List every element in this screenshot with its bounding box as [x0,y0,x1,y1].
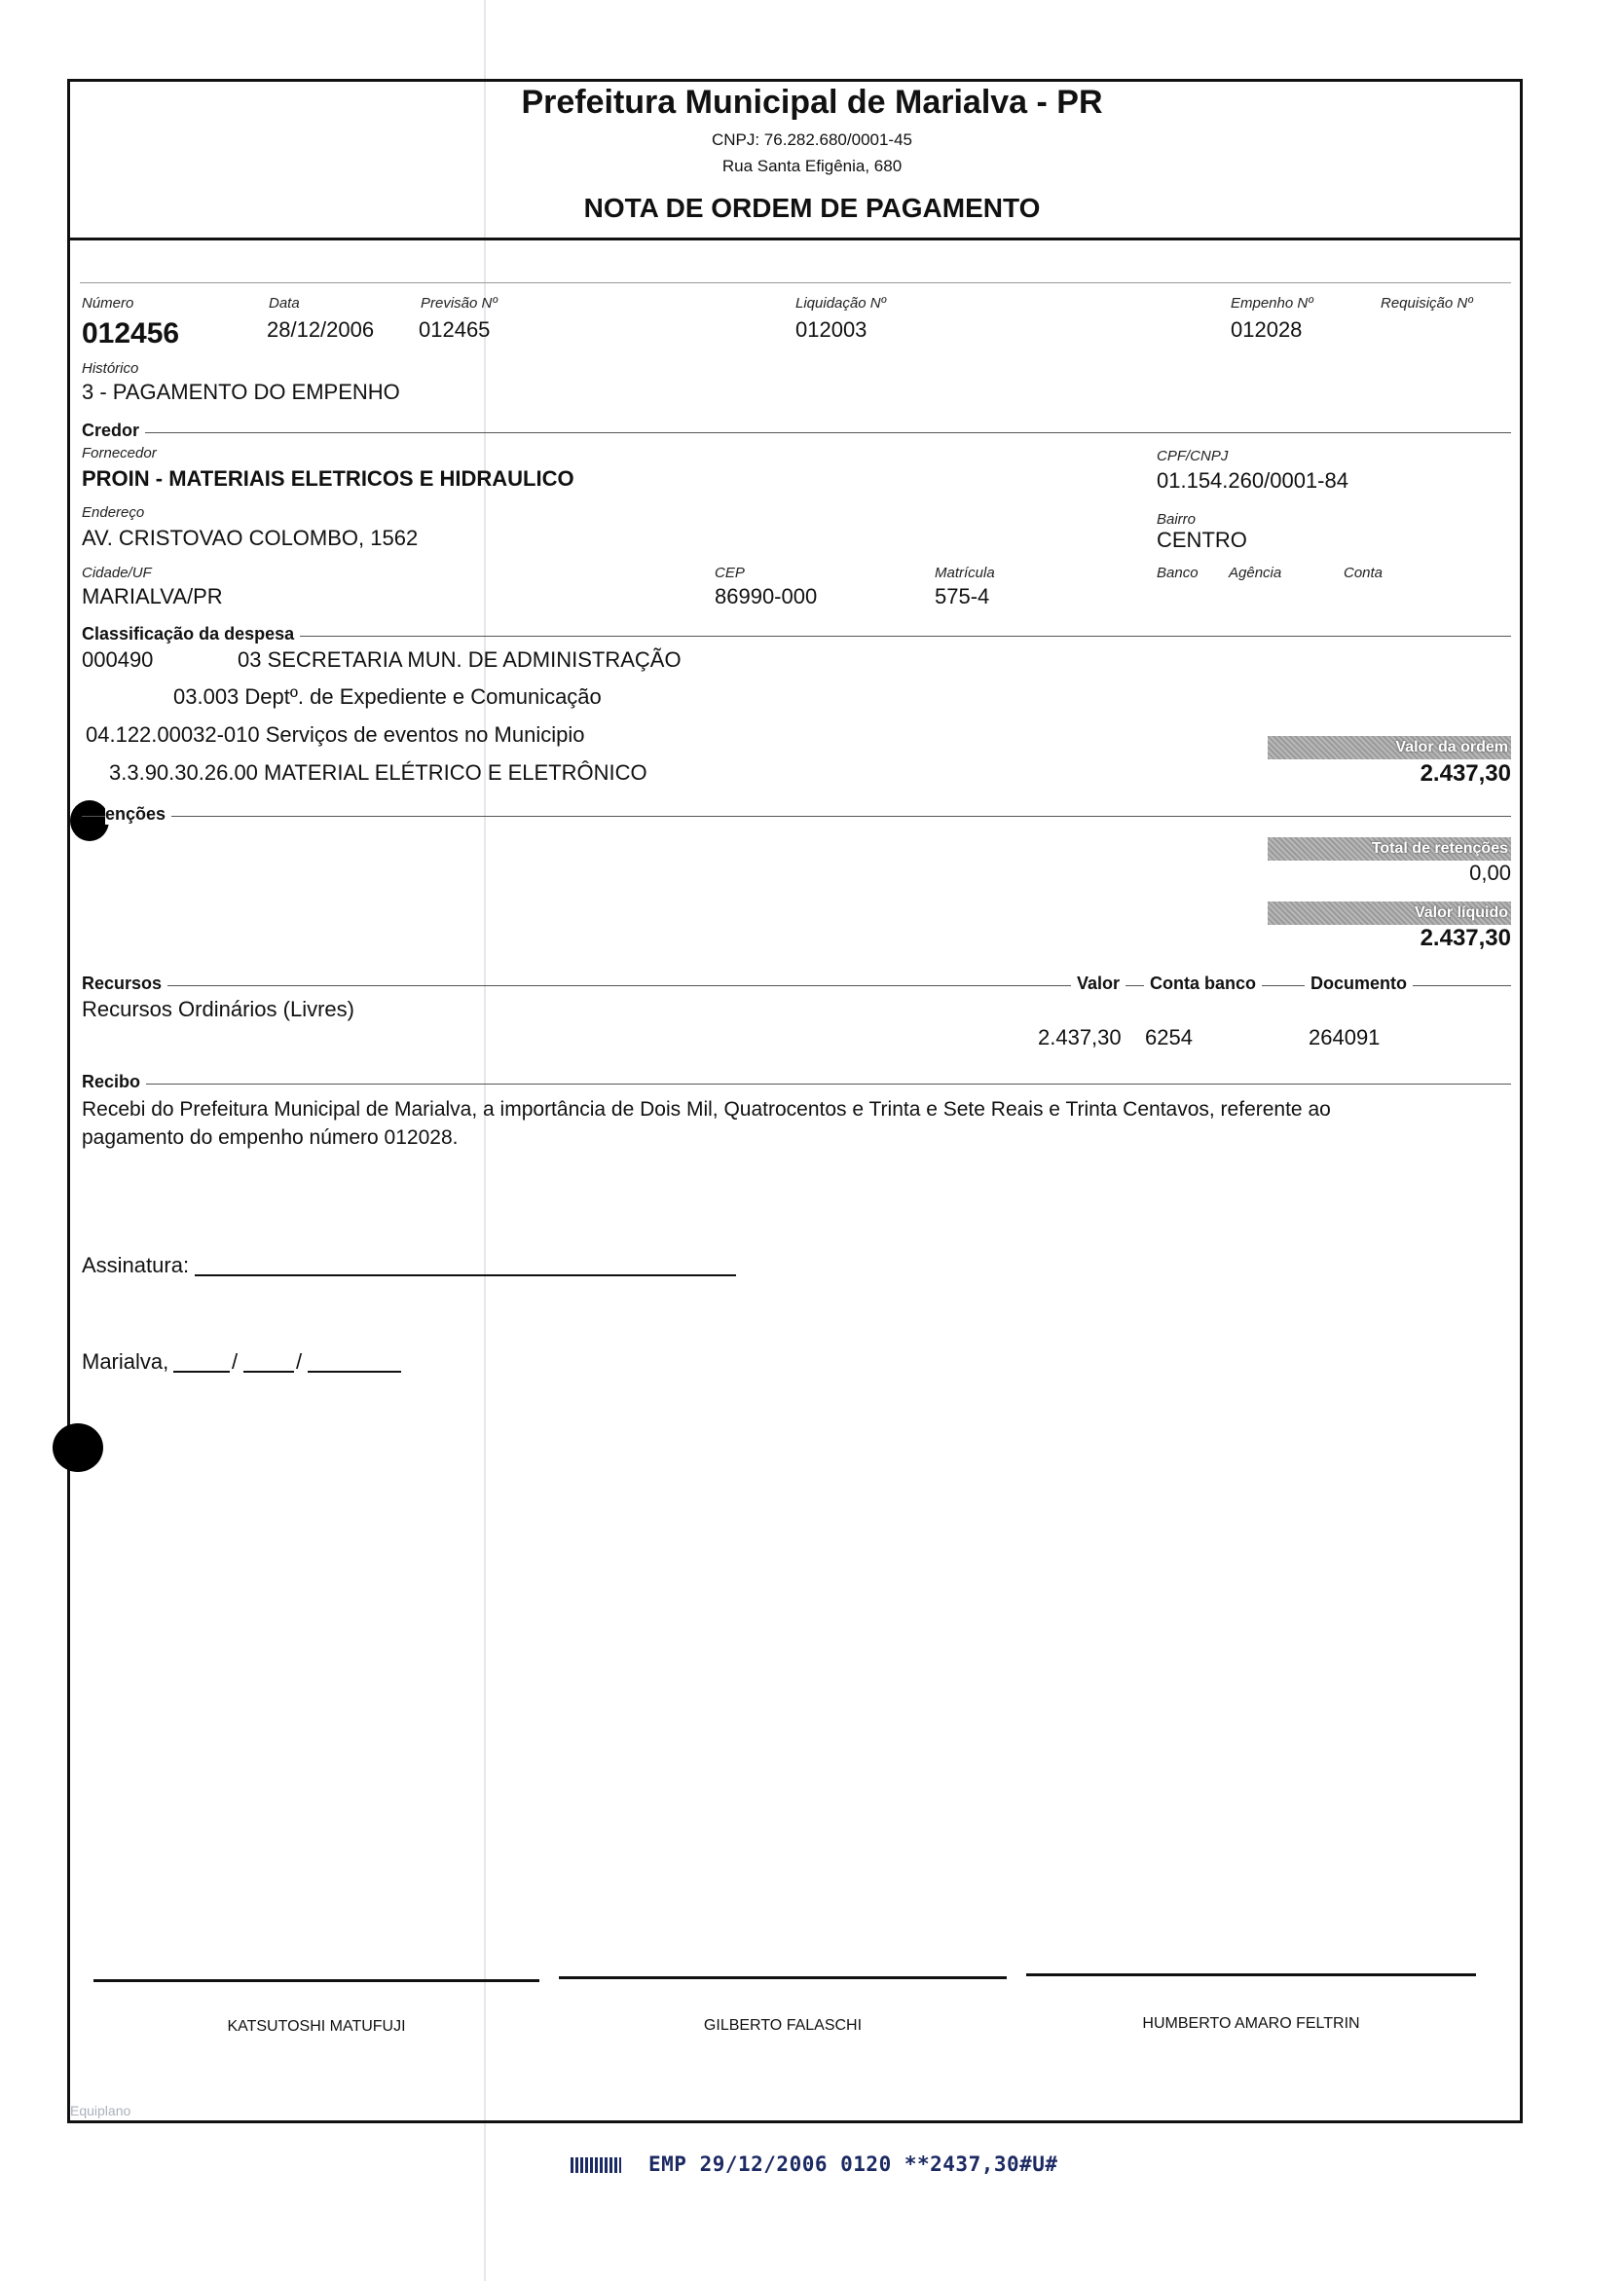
recibo-divider [82,1084,1511,1085]
valor-ordem-value: 2.437,30 [1420,760,1511,787]
matricula-label: Matrícula [935,565,995,581]
assinatura-label: Assinatura: [82,1253,190,1277]
agencia-label: Agência [1229,565,1282,581]
fornecedor-label: Fornecedor [82,445,157,461]
data-label: Data [269,295,300,312]
hole-punch-bottom [53,1423,103,1472]
signature-line-2 [559,1976,1007,1979]
valor-liquido-value: 2.437,30 [1420,925,1511,951]
endereco-value: AV. CRISTOVAO COLOMBO, 1562 [82,526,419,550]
header-cnpj: CNPJ: 76.282.680/0001-45 [711,130,913,149]
numero-value: 012456 [82,317,180,350]
total-retencoes-value: 0,00 [1469,861,1511,885]
header-divider [67,238,1523,240]
recursos-divider [82,985,1511,986]
cep-value: 86990-000 [715,584,818,608]
endereco-label: Endereço [82,504,145,521]
cep-label: CEP [715,565,745,581]
date-slash-2: / [296,1349,303,1374]
data-value: 28/12/2006 [267,317,375,342]
classificacao-line3: 04.122.00032-010 Serviços de eventos no Municipio [86,722,585,747]
classificacao-code: 000490 [82,647,154,672]
banco-label: Banco [1157,565,1199,581]
historico-label: Histórico [82,360,139,377]
hole-punch-top [70,800,109,841]
credor-section-title: Credor [82,421,145,441]
recursos-documento-label: Documento [1305,974,1413,994]
cidade-value: MARIALVA/PR [82,584,223,608]
recursos-documento: 264091 [1309,1025,1381,1049]
previsao-label: Previsão Nº [421,295,498,312]
historico-value: 3 - PAGAMENTO DO EMPENHO [82,380,400,404]
recursos-conta-label: Conta banco [1144,974,1262,994]
page-title: Prefeitura Municipal de Marialva - PR [521,84,1103,121]
classificacao-line2: 03.003 Deptº. de Expediente e Comunicação [173,684,602,709]
date-day-line [173,1371,230,1373]
signature-name-1: KATSUTOSHI MATUFUJI [227,2018,406,2035]
signature-line-1 [93,1979,539,1982]
retencoes-section-title: enções [105,804,171,825]
date-slash-1: / [232,1349,239,1374]
recibo-section-title: Recibo [82,1072,146,1092]
matricula-value: 575-4 [935,584,990,608]
recibo-text-line1: Recebi do Prefeitura Municipal de Marialva, a importância de Dois Mil, Quatrocentos e Trinta e Sete Reais e Trinta Centavos, referente ao [82,1098,1331,1121]
credor-divider [82,432,1511,433]
liquidacao-value: 012003 [795,317,867,342]
fornecedor-value: PROIN - MATERIAIS ELETRICOS E HIDRAULICO [82,466,574,491]
numero-label: Número [82,295,134,312]
previsao-value: 012465 [419,317,491,342]
valor-ordem-label: Valor da ordem [1268,736,1511,759]
bairro-value: CENTRO [1157,528,1247,552]
header-address: Rua Santa Efigênia, 680 [721,157,903,175]
classificacao-section-title: Classificação da despesa [82,624,300,644]
footer-brand: Equiplano [70,2103,131,2118]
retencoes-divider [82,816,1511,817]
cidade-label: Cidade/UF [82,565,152,581]
date-year-line [308,1371,401,1373]
cpf-label: CPF/CNPJ [1157,448,1229,464]
signature-line-3 [1026,1973,1476,1976]
recursos-section-title: Recursos [82,974,167,994]
empenho-value: 012028 [1231,317,1303,342]
recursos-conta: 6254 [1145,1025,1193,1049]
assinatura-line [195,1274,736,1276]
liquidacao-label: Liquidação Nº [795,295,887,312]
requisicao-label: Requisição Nº [1381,295,1473,312]
classificacao-line4: 3.3.90.30.26.00 MATERIAL ELÉTRICO E ELETRÔNICO [109,760,647,785]
recibo-text-line2: pagamento do empenho número 012028. [82,1126,459,1149]
valor-liquido-label: Valor líquido [1268,901,1511,925]
total-retencoes-label: Total de retenções [1268,837,1511,861]
recursos-valor: 2.437,30 [1038,1025,1122,1049]
footer-stamp: EMP 29/12/2006 0120 **2437,30#U# [648,2152,1058,2176]
local-data-label: Marialva, [82,1349,169,1374]
recursos-descricao: Recursos Ordinários (Livres) [82,997,354,1021]
ids-top-divider [80,282,1511,283]
bairro-label: Bairro [1157,511,1197,528]
classificacao-line1: 03 SECRETARIA MUN. DE ADMINISTRAÇÃO [238,647,682,672]
recursos-valor-label: Valor [1071,974,1126,994]
document-title: NOTA DE ORDEM DE PAGAMENTO [583,193,1041,223]
signature-name-2: GILBERTO FALASCHI [703,2017,863,2034]
signature-name-3: HUMBERTO AMARO FELTRIN [1142,2015,1360,2032]
date-month-line [243,1371,294,1373]
empenho-label: Empenho Nº [1231,295,1313,312]
barcode-mark-icon [571,2157,621,2173]
conta-label: Conta [1344,565,1384,581]
cpf-value: 01.154.260/0001-84 [1157,468,1348,493]
